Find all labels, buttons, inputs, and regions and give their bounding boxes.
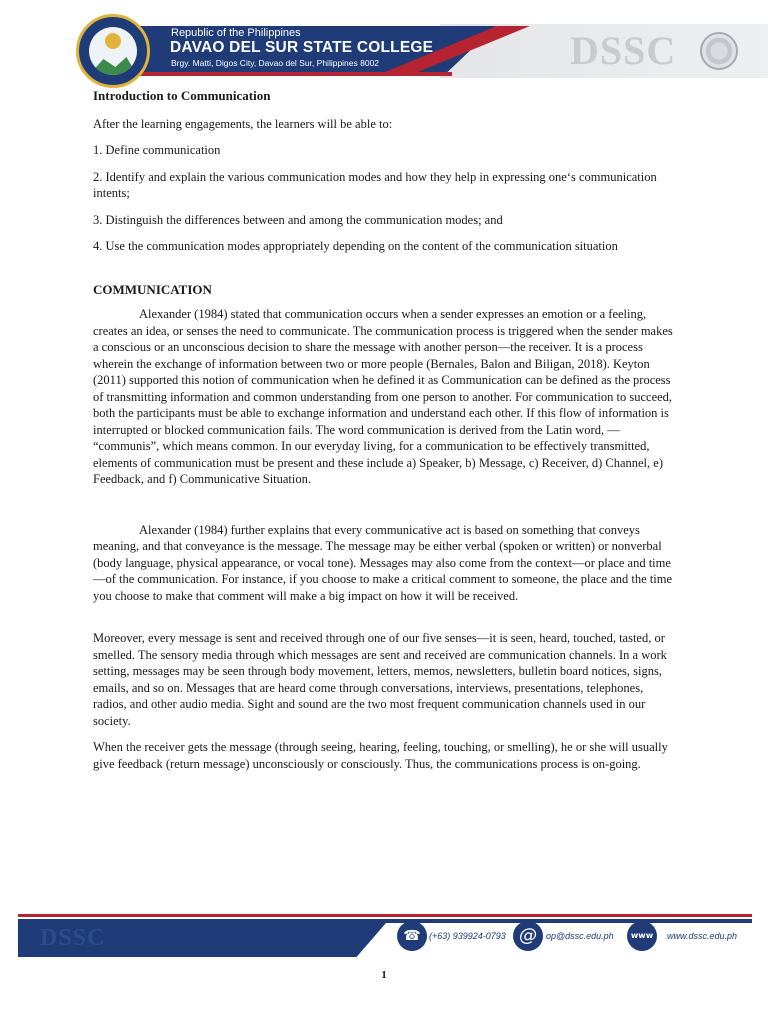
objective-item: 4. Use the communication modes appropriately depending on the content of the communication situation [93,239,618,253]
www-icon: www [627,921,657,951]
header-brand-mark: DSSC [570,28,677,73]
at-icon: @ [513,921,543,951]
header-republic: Republic of the Philippines [171,27,301,39]
objective-item: 3. Distinguish the differences between and among the communication modes; and [93,212,503,227]
body-paragraph: Alexander (1984) stated that communication occurs when a sender expresses an emotion or a feeling, creates an idea, or senses the need to communicate. The communication process is triggered when the sender makes a conscious or an unconscious decision to share the message with another person—the receiver. It is a process wherein the exchange of information between two or more people (Bernales, Balon and Biligan, 2018). Keyton (2011) supported this notion of communication when he defined it as Communication can be defined as the process of transmitting information and common understanding from one person to another. For communication to succeed, both the participants must be able to exchange information and understand each other. If this flow of information is interrupted or blocked communication fails. The word communication is derived from the Latin word, — “communis”, which means common. In our everyday living, for a communication to be effectively transmitted, elements of communication must be present and these include a) Speaker, b) Message, c) Receiver, d) Channel, e) Feedback, and f) Communicative Situation. [93,307,673,486]
document-body [93,88,673,772]
page-number: 1 [381,969,387,981]
body-paragraph: Alexander (1984) further explains that every communicative act is based on something that conveys meaning, and that conveyance is the message. The message may be either verbal (spoken or written) or nonverbal (body language, physical appearance, or vocal tone). Messages may also come from the context—or place and time—of the communication. For instance, if you choose to make a critical comment to someone, the place and the time you choose to make that comment will make a big impact on how it will be received. [93,522,672,603]
college-logo [76,14,150,88]
footer-brand-mark: DSSC [40,925,106,951]
phone-icon: ☎ [397,921,427,951]
body-paragraph: Moreover, every message is sent and received through one of our five senses—it is seen, heard, touched, tasted, or smelled. The sensory media through which messages are sent and received are communication channels. In a work setting, messages may be seen through body movement, letters, memos, newsletters, bulletin board notices, signs, emails, and so on. Messages that are heard come through conversations, interviews, presentations, telephones, radios, and other audio media. Sight and sound are the two most frequent communication channels used in our society. [93,631,667,728]
footer-website[interactable]: www.dssc.edu.ph [667,931,738,941]
seal-icon [700,32,738,70]
header-college-name: DAVAO DEL SUR STATE COLLEGE [170,39,434,56]
letterhead [0,0,768,92]
footer-email[interactable]: op@dssc.edu.ph [546,931,614,941]
header-address: Brgy. Matti, Digos City, Davao del Sur, Philippines 8002 [171,58,380,68]
objective-item: 2. Identify and explain the various communication modes and how they help in expressing one‘s communication intents; [93,169,657,200]
body-paragraph: When the receiver gets the message (through seeing, hearing, feeling, touching, or smelling), he or she will usually give feedback (return message) unconsciously or consciously. Thus, the communications process is on-going. [93,740,668,771]
page-footer [0,905,768,965]
logo-sun-icon [105,33,121,49]
logo-mountain-icon [89,55,137,75]
objective-item: 1. Define communication [93,143,221,157]
logo-emblem [89,27,137,75]
section-heading: COMMUNICATION [93,281,212,297]
document-title: Introduction to Communication [93,88,271,103]
header-red-stripe [92,72,452,76]
footer-phone: (+63) 939924-0793 [429,931,506,941]
footer-red-line [18,914,752,917]
objectives-intro: After the learning engagements, the learners will be able to: [93,116,393,131]
